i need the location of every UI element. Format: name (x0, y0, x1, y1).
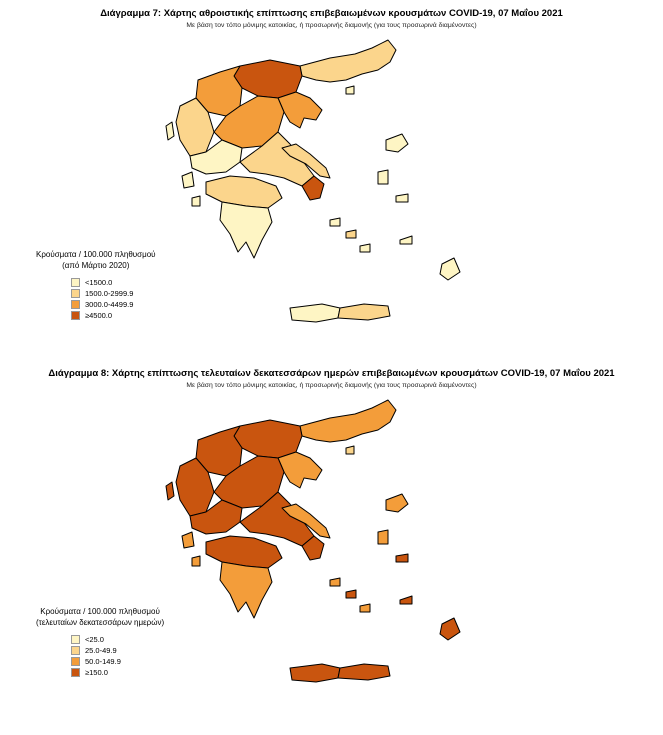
map2-region-crete-west (290, 664, 340, 682)
map1-title: Διάγραμμα 7: Χάρτης αθροιστικής επίπτωσης επιβεβαιωμένων κρουσμάτων COVID-19, 07 Μαΐου 2021 (100, 8, 563, 19)
map2-legend-swatch (71, 646, 80, 655)
map1-island-chios (378, 170, 388, 184)
map1-legend-label: 1500.0-2999.9 (85, 289, 134, 298)
map2-region-crete-east (338, 664, 390, 680)
map1-legend-swatch (71, 278, 80, 287)
map2-region-peloponnese-south (220, 562, 272, 618)
map2-island-cyclades-3 (360, 604, 370, 612)
map1-region-thrace (300, 40, 396, 82)
map1-island-corfu (166, 122, 174, 140)
map2-legend-item (71, 645, 164, 656)
map2-island-corfu (166, 482, 174, 500)
map2-island-rhodes (440, 618, 460, 640)
map1-island-kefalonia (182, 172, 194, 188)
map1-legend-title: Κρούσματα / 100.000 πληθυσμού (36, 250, 156, 259)
map2-island-chios (378, 530, 388, 544)
map1-legend-label: 3000.0-4499.9 (85, 300, 134, 309)
map2-island-samos (396, 554, 408, 562)
map2-island-thasos (346, 446, 354, 454)
map2-island-kos (400, 596, 412, 604)
map1-island-samos (396, 194, 408, 202)
map1-island-thasos (346, 86, 354, 94)
map2-legend-title: Κρούσματα / 100.000 πληθυσμού (40, 607, 160, 616)
map2-legend-label: 50.0-149.9 (85, 657, 121, 666)
map1-island-cyclades-3 (360, 244, 370, 252)
map2-legend-item (71, 634, 164, 645)
map2-island-zakynthos (192, 556, 200, 566)
map1-island-zakynthos (192, 196, 200, 206)
map2-greece-choropleth (150, 396, 530, 696)
map2-legend-item (71, 656, 164, 667)
map2-region-central-macedonia (234, 420, 302, 458)
map1-region-peloponnese-north (206, 176, 282, 208)
map2-legend-subtitle: (τελευταίων δεκατεσσάρων ημερών) (36, 618, 165, 627)
map2-legend-label: 25.0-49.9 (85, 646, 117, 655)
map1-legend-item (71, 310, 156, 321)
map2-legend-swatch (71, 657, 80, 666)
map2-region-chalkidiki (278, 452, 322, 488)
map1-legend-subtitle: (από Μάρτιο 2020) (62, 261, 130, 270)
map2-legend-label: ≥150.0 (85, 668, 108, 677)
map1-legend-swatch (71, 300, 80, 309)
map1-region-chalkidiki (278, 92, 322, 128)
map1-legend-item (71, 277, 156, 288)
map2-island-cyclades-1 (330, 578, 340, 586)
map2-legend-label: <25.0 (85, 635, 104, 644)
map2-legend-swatch (71, 668, 80, 677)
map2-legend-swatch (71, 635, 80, 644)
map1-legend-swatch (71, 311, 80, 320)
map1-region-crete-west (290, 304, 340, 322)
map1-legend-swatch (71, 289, 80, 298)
map2-legend (36, 606, 164, 678)
map1-legend-item (71, 299, 156, 310)
map2-island-cyclades-2 (346, 590, 356, 598)
map1-greece-choropleth (150, 36, 530, 336)
map2-legend-item (71, 667, 164, 678)
map2-subtitle: Με βάση τον τόπο μόνιμης κατοικίας, ή προσωρινής διαμονής (για τους προσωρινά διαμένοντες) (186, 382, 477, 389)
map1-legend-label: <1500.0 (85, 278, 113, 287)
map1-island-lesvos (386, 134, 408, 152)
map2-legend-items (36, 634, 164, 678)
map1-legend-items (36, 277, 156, 321)
map2-region-peloponnese-north (206, 536, 282, 568)
map1-region-peloponnese-south (220, 202, 272, 258)
map2-island-kefalonia (182, 532, 194, 548)
map1-island-kos (400, 236, 412, 244)
map2-region-thrace (300, 400, 396, 442)
map1-island-rhodes (440, 258, 460, 280)
map1-legend-label: ≥4500.0 (85, 311, 113, 320)
map1-region-central-macedonia (234, 60, 302, 98)
map1-region-crete-east (338, 304, 390, 320)
map1-island-cyclades-1 (330, 218, 340, 226)
map1-island-cyclades-2 (346, 230, 356, 238)
map2-title: Διάγραμμα 8: Χάρτης επίπτωσης τελευταίων δεκατεσσάρων ημερών επιβεβαιωμένων κρουσμάτων COVID-19, 07 Μαΐου 2021 (48, 368, 615, 379)
map1-subtitle: Με βάση τον τόπο μόνιμης κατοικίας, ή προσωρινής διαμονής (για τους προσωρινά διαμένοντες) (186, 22, 477, 29)
map1-legend (36, 249, 156, 321)
map1-legend-item (71, 288, 156, 299)
map2-island-lesvos (386, 494, 408, 512)
